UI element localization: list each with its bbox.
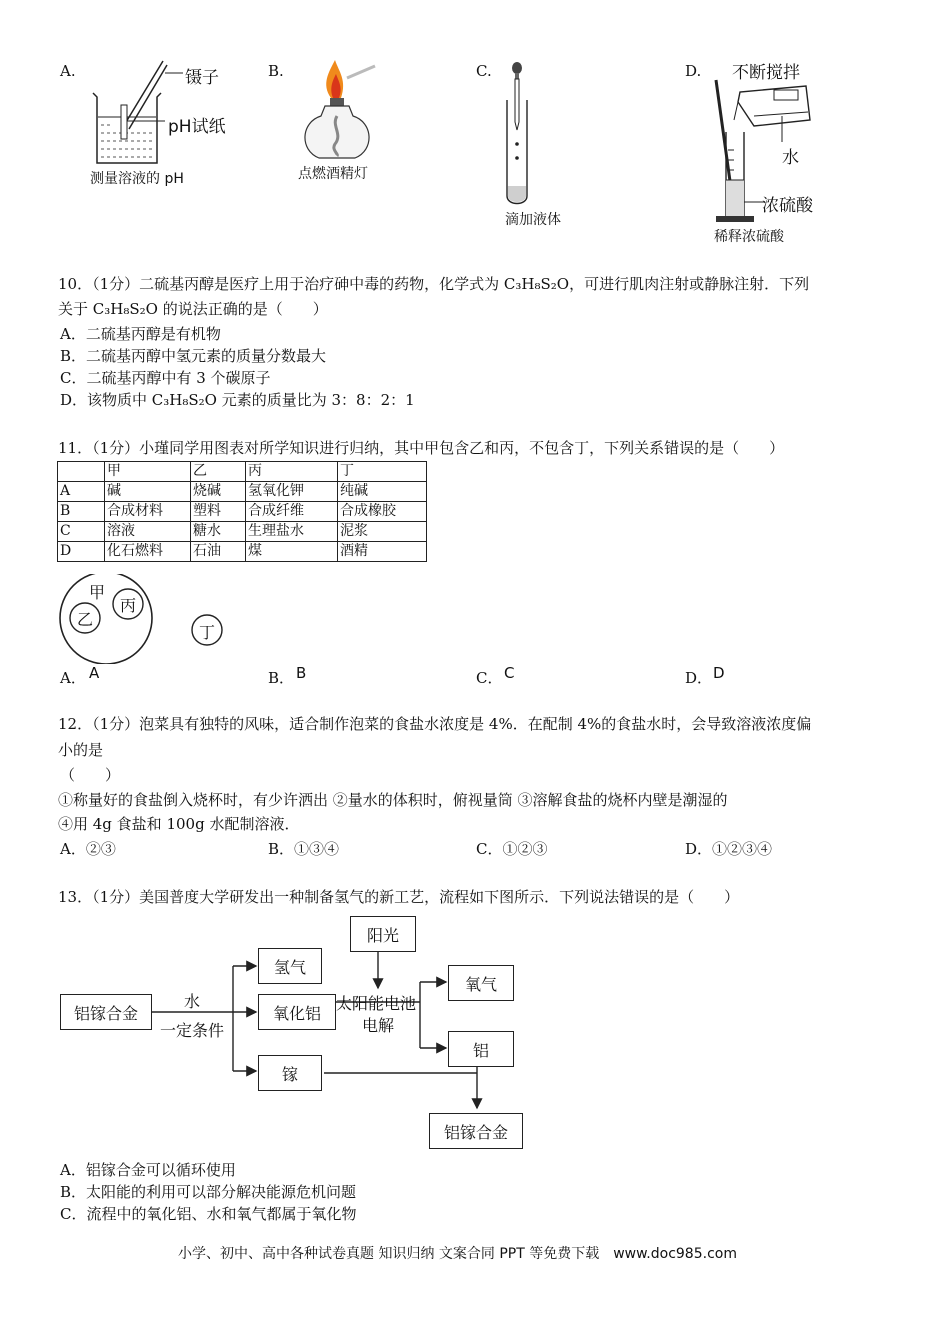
option-a: A．铝镓合金可以循环使用	[60, 1161, 236, 1179]
option-b-letter: B．	[268, 669, 295, 687]
option-c: C．①②③	[476, 840, 548, 858]
set-outer-label: 甲	[89, 583, 106, 602]
table-cell: B	[58, 502, 105, 522]
table-cell: 生理盐水	[246, 522, 338, 542]
table-cell: 乙	[191, 462, 246, 482]
option-c: C．二硫基丙醇中有 3 个碳原子	[60, 369, 271, 387]
question-stem: 11．（1分）小瑾同学用图表对所学知识进行归纳，其中甲包含乙和丙，不包含丁，下列关系错误的是（ ）	[58, 439, 785, 457]
option-c: C．流程中的氧化铝、水和氧气都属于氧化物	[60, 1205, 357, 1223]
label-water: 水	[782, 148, 799, 168]
set-separate-label: 丁	[199, 623, 216, 642]
caption: 滴加液体	[505, 212, 561, 228]
option-letter: C.	[476, 62, 492, 80]
page-footer: 小学、初中、高中各种试卷真题 知识归纳 文案合同 PPT 等免费下载 www.doc985.com	[178, 1246, 737, 1262]
label-conc-acid: 浓硫酸	[762, 196, 813, 216]
alcohol-lamp-illustration	[295, 58, 385, 166]
table-cell: 泥浆	[338, 522, 427, 542]
table-cell: 糖水	[191, 522, 246, 542]
box-aluminum: 铝	[448, 1031, 514, 1067]
table-cell: 塑料	[191, 502, 246, 522]
question-stem-line2: 关于 C₃H₈S₂O 的说法正确的是（ ）	[58, 300, 328, 318]
table-cell: 化石燃料	[105, 542, 191, 562]
option-letter: D.	[685, 62, 702, 80]
box-gallium: 镓	[258, 1055, 322, 1091]
box-alumina: 氧化铝	[258, 994, 336, 1030]
table-cell: 烧碱	[191, 482, 246, 502]
question-stem-line2: 小的是	[58, 741, 104, 759]
statements-line1: ①称量好的食盐倒入烧杯时，有少许洒出 ②量水的体积时，俯视量筒 ③溶解食盐的烧杯内壁是潮湿的	[58, 791, 728, 809]
option-c-value: C	[504, 664, 515, 682]
table-cell: 合成橡胶	[338, 502, 427, 522]
table-cell: 酒精	[338, 542, 427, 562]
option-c-letter: C．	[476, 669, 503, 687]
table-cell: 碱	[105, 482, 191, 502]
table-cell: 甲	[105, 462, 191, 482]
box-alloy: 铝镓合金	[60, 994, 152, 1030]
table-cell: 煤	[246, 542, 338, 562]
table-row	[58, 482, 427, 502]
table-cell	[58, 462, 105, 482]
box-oxygen: 氧气	[448, 965, 514, 1001]
label-electrolysis: 电解	[362, 1016, 395, 1035]
label-water: 水	[184, 992, 201, 1011]
set-inner2-label: 丙	[120, 596, 137, 615]
statements-line2: ④用 4g 食盐和 100g 水配制溶液．	[58, 815, 300, 833]
option-d: D．①②③④	[685, 840, 773, 858]
table-cell: A	[58, 482, 105, 502]
answer-blank: （ ）	[60, 766, 121, 784]
caption: 点燃酒精灯	[298, 166, 368, 182]
option-b: B．①③④	[268, 840, 340, 858]
option-a: A．二硫基丙醇是有机物	[60, 325, 221, 343]
option-d-value: D	[713, 664, 725, 682]
table-row	[58, 522, 427, 542]
option-b-value: B	[296, 664, 307, 682]
box-alloy-output: 铝镓合金	[429, 1113, 523, 1149]
option-b: B．二硫基丙醇中氢元素的质量分数最大	[60, 347, 327, 365]
question-stem: 13．（1分）美国普度大学研发出一种制备氢气的新工艺，流程如下图所示．下列说法错误的是（ ）	[58, 888, 740, 906]
dropper-tube-illustration	[500, 60, 540, 210]
option-a: A．②③	[60, 840, 116, 858]
table-cell: 纯碱	[338, 482, 427, 502]
option-a-letter: A．	[60, 669, 86, 687]
table-row	[58, 502, 427, 522]
table-cell: 氢氧化钾	[246, 482, 338, 502]
table-cell: 丁	[338, 462, 427, 482]
option-letter: B.	[268, 62, 284, 80]
question-stem-line1: 10．（1分）二硫基丙醇是医疗上用于治疗砷中毒的药物，化学式为 C₃H₈S₂O，可进行肌肉注射或静脉注射．下列	[58, 275, 810, 293]
caption: 测量溶液的 pH	[90, 171, 184, 187]
label-keep-stirring: 不断搅拌	[732, 63, 800, 83]
table-cell: 溶液	[105, 522, 191, 542]
option-letter: A.	[60, 62, 76, 80]
table-cell: 合成纤维	[246, 502, 338, 522]
question-stem-line1: 12．（1分）泡菜具有独特的风味，适合制作泡菜的食盐水浓度是 4%．在配制 4%的食盐水时，会导致溶液浓度偏	[58, 715, 812, 733]
table-header-row	[58, 462, 427, 482]
caption: 稀释浓硫酸	[714, 229, 784, 245]
label-condition: 一定条件	[160, 1021, 225, 1040]
box-sunlight: 阳光	[350, 916, 416, 952]
label-solar-cell: 太阳能电池	[336, 994, 417, 1013]
set-inner1-label: 乙	[77, 610, 94, 629]
table-cell: C	[58, 522, 105, 542]
table-cell: D	[58, 542, 105, 562]
option-d-letter: D．	[685, 669, 713, 687]
box-hydrogen: 氢气	[258, 948, 322, 984]
table-cell: 合成材料	[105, 502, 191, 522]
label-tweezers: 镊子	[185, 68, 219, 88]
label-ph-paper: pH试纸	[168, 117, 226, 137]
option-b: B．太阳能的利用可以部分解决能源危机问题	[60, 1183, 357, 1201]
table-cell: 石油	[191, 542, 246, 562]
classification-table	[57, 461, 427, 562]
table-cell: 丙	[246, 462, 338, 482]
option-d: D．该物质中 C₃H₈S₂O 元素的质量比为 3：8：2：1	[60, 391, 415, 409]
table-row	[58, 542, 427, 562]
option-a-value: A	[89, 664, 100, 682]
